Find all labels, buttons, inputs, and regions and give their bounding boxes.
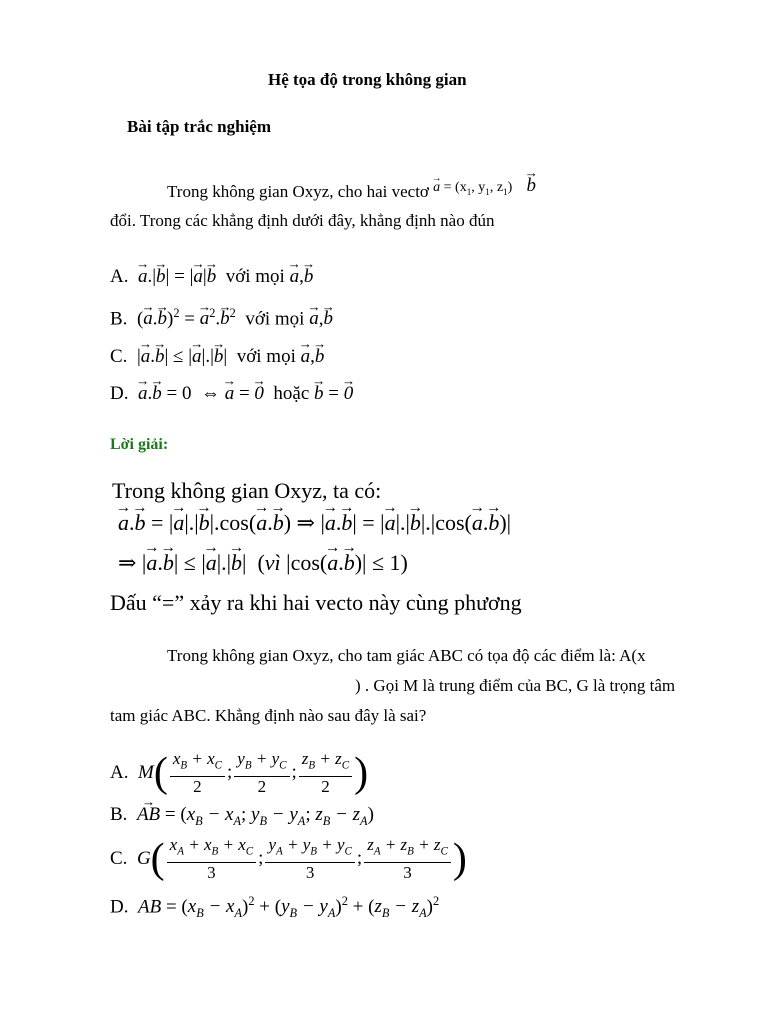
question2-stem-line3: tam giác ABC. Khẳng định nào sau đây là sai? [110, 706, 427, 725]
question2-option-c[interactable]: C. G( $\frac{x_A + x_B + x_C}{3}$ ; $\frac{y_A + y_B + y_C}{3}$ ; $\frac{z_A + z_B + z_C}{3}$ ) [110, 835, 467, 882]
question2-option-b[interactable]: B. → AB = ($x_B - x_A$; $y_B - y_A$; $z_B - z_A$) [110, 804, 374, 829]
question1-stem-line2: đổi. Trong các khẳng định dưới đây, khẳng định nào đún [110, 211, 495, 230]
question2-option-d[interactable]: D. AB = $(x_B - x_A)^2 + (y_B - y_A)^2 + (z_B - z_A)^2$ [110, 894, 440, 921]
solution-line2: → a.→ b = |→ a|.|→ b|.cos(→ a.→ b) ⇒ |→ a.→ b| = |→ a|.|→ b|.|cos(→ a.→ b)| [118, 510, 511, 536]
question2-stem-line1: Trong không gian Oxyz, cho tam giác ABC có tọa độ các điểm là: A(x [167, 646, 646, 665]
question2-option-a[interactable]: A. M( $\frac{x_B + x_C}{2}$ ; $\frac{y_B + y_C}{2}$ ; $\frac{z_B + z_C}{2}$ ) [110, 749, 369, 796]
solution-heading: Lời giải: [110, 436, 169, 453]
document-title: Hệ tọa độ trong không gian [268, 70, 467, 89]
question1-stem-line1: Trong không gian Oxyz, cho hai vectơ → $^{a = (x_1, y_1, z_1)}$ → b [167, 181, 536, 203]
question1-option-a[interactable]: A. → a.|→ b| = |→ a|→ b với mọi → a,→ b [110, 266, 313, 288]
section-heading: Bài tập trắc nghiệm [127, 117, 272, 136]
solution-line3: ⇒ |→ a.→ b| ≤ |→ a|.|→ b| (vì |cos(→ a.→ b)| ≤ 1) [118, 550, 408, 576]
solution-line4: Dấu “=” xảy ra khi hai vecto này cùng phương [110, 590, 522, 615]
question2-stem-line2: ) . Gọi M là trung điểm của BC, G là trọng tâm [355, 676, 676, 695]
question1-option-c[interactable]: C. |→ a.→ b| ≤ |→ a|.|→ b| với mọi → a,→ b [110, 346, 324, 368]
solution-line1: Trong không gian Oxyz, ta có: [112, 478, 382, 503]
question1-option-b[interactable]: B. (→ a.→ b)$^2$ = → $a^2.\to b^2$ với mọi → a,→ b [110, 306, 333, 330]
question1-option-d[interactable]: D. → a.→ b = 0 ⇔ → a = → 0 hoặc → b = → 0 [110, 383, 353, 405]
